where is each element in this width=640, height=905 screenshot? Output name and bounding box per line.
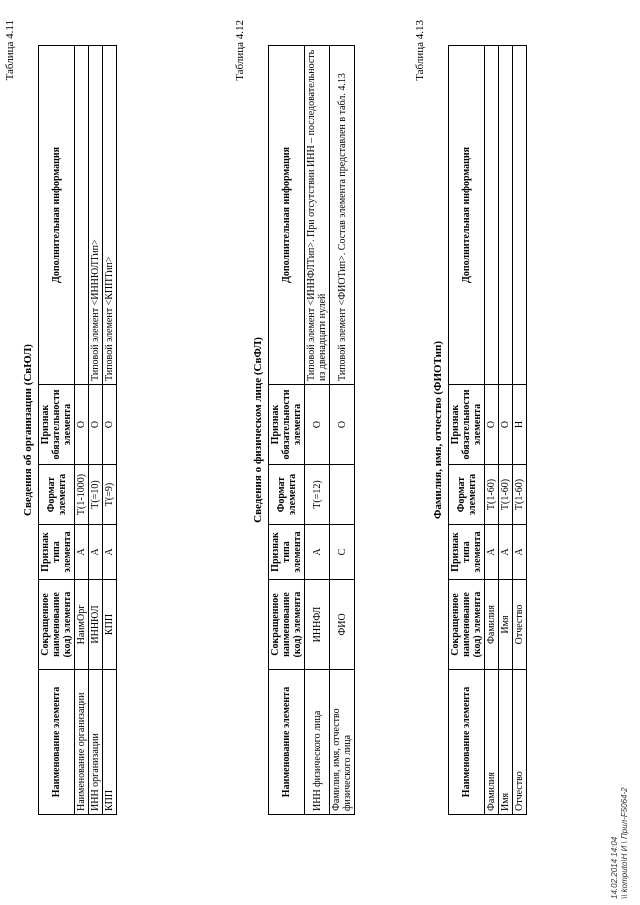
cell-name: КПП [103, 670, 117, 815]
cell-format: T(1-60) [485, 465, 499, 525]
header-cell: Дополнительная информация [39, 46, 75, 385]
cell-format: T(=9) [103, 465, 117, 525]
cell-name: ИНН физического лица [305, 670, 330, 815]
table-row [513, 46, 527, 815]
cell-required: О [103, 385, 117, 465]
cell-required: О [75, 385, 89, 465]
header-row [269, 46, 305, 815]
cell-name: ИНН организации [89, 670, 103, 815]
header-cell: Дополнительная информация [269, 46, 305, 385]
cell-name: Фамилия [485, 670, 499, 815]
cell-required: О [499, 385, 513, 465]
table-row [89, 46, 103, 815]
cell-code: ИННФЛ [305, 580, 330, 670]
cell-required: О [330, 385, 355, 465]
cell-name: Имя [499, 670, 513, 815]
table-row [103, 46, 117, 815]
table-caption-4-13: Таблица 4.13 [414, 20, 426, 81]
header-cell: Признак обязательности элемента [449, 385, 485, 465]
cell-format: T(1-60) [499, 465, 513, 525]
table-title-4-13: Фамилия, имя, отчество (ФИОТип) [432, 340, 444, 520]
cell-code: НаимОрг [75, 580, 89, 670]
cell-code: КПП [103, 580, 117, 670]
table-row [305, 46, 330, 815]
table-row [330, 46, 355, 815]
cell-type: А [513, 525, 527, 580]
table-4-13 [448, 45, 527, 815]
table-caption-4-12: Таблица 4.12 [234, 20, 246, 81]
cell-format: T(=12) [305, 465, 330, 525]
header-cell: Признак типа элемента [269, 525, 305, 580]
cell-type: С [330, 525, 355, 580]
cell-info: Типовой элемент <ИННФЛТип>. При отсутствии ИНН – последовательность из двенадцати нулей [305, 46, 330, 385]
cell-name: Фамилия, имя, отчество физического лица [330, 670, 355, 815]
cell-required: О [305, 385, 330, 465]
table-row [75, 46, 89, 815]
header-cell: Признак типа элемента [449, 525, 485, 580]
header-cell: Сокращенное наименование (код) элемента [449, 580, 485, 670]
header-cell: Сокращенное наименование (код) элемента [39, 580, 75, 670]
header-cell: Формат элемента [39, 465, 75, 525]
header-cell: Наименование элемента [449, 670, 485, 815]
cell-info: Типовой элемент <КППТип> [103, 46, 117, 385]
table-4-11 [38, 45, 117, 815]
cell-type: А [89, 525, 103, 580]
cell-code: ФИО [330, 580, 355, 670]
table-title-4-11: Сведения об организации (СвЮЛ) [22, 344, 34, 516]
header-cell: Дополнительная информация [449, 46, 485, 385]
cell-type: А [485, 525, 499, 580]
cell-name: Отчество [513, 670, 527, 815]
cell-info [75, 46, 89, 385]
cell-format: T(=10) [89, 465, 103, 525]
cell-type: А [75, 525, 89, 580]
cell-info: Типовой элемент <ИННЮЛТип> [89, 46, 103, 385]
table-row [485, 46, 499, 815]
cell-info [513, 46, 527, 385]
cell-code: Имя [499, 580, 513, 670]
table-4-12 [268, 45, 355, 815]
header-cell: Наименование элемента [39, 670, 75, 815]
table-row [499, 46, 513, 815]
cell-code: Отчество [513, 580, 527, 670]
header-cell: Наименование элемента [269, 670, 305, 815]
cell-required: Н [513, 385, 527, 465]
header-cell: Признак обязательности элемента [39, 385, 75, 465]
cell-name: Наименование организации [75, 670, 89, 815]
cell-type: А [499, 525, 513, 580]
cell-format: T(1-60) [513, 465, 527, 525]
cell-required: О [485, 385, 499, 465]
cell-info [485, 46, 499, 385]
header-cell: Формат элемента [449, 465, 485, 525]
cell-info: Типовой элемент <ФИОТип>. Состав элемента представлен в табл. 4.13 [330, 46, 355, 385]
footer-timestamp: 14.02.2014 14:04 [610, 836, 619, 899]
table-caption-4-11: Таблица 4.11 [4, 20, 16, 81]
cell-required: О [89, 385, 103, 465]
header-cell: Формат элемента [269, 465, 305, 525]
header-cell: Сокращенное наименование (код) элемента [269, 580, 305, 670]
cell-format: T(1-1000) [75, 465, 89, 525]
cell-code: ИННЮЛ [89, 580, 103, 670]
header-row [39, 46, 75, 815]
cell-code: Фамилия [485, 580, 499, 670]
cell-info [499, 46, 513, 385]
cell-type: А [103, 525, 117, 580]
cell-type: А [305, 525, 330, 580]
table-title-4-12: Сведения о физическом лице (СвФЛ) [252, 337, 264, 523]
header-cell: Признак типа элемента [39, 525, 75, 580]
header-row [449, 46, 485, 815]
cell-format [330, 465, 355, 525]
footer-path: \\ komputo\Н И \ Прил-F5064-2 [620, 787, 629, 899]
header-cell: Признак обязательности элемента [269, 385, 305, 465]
